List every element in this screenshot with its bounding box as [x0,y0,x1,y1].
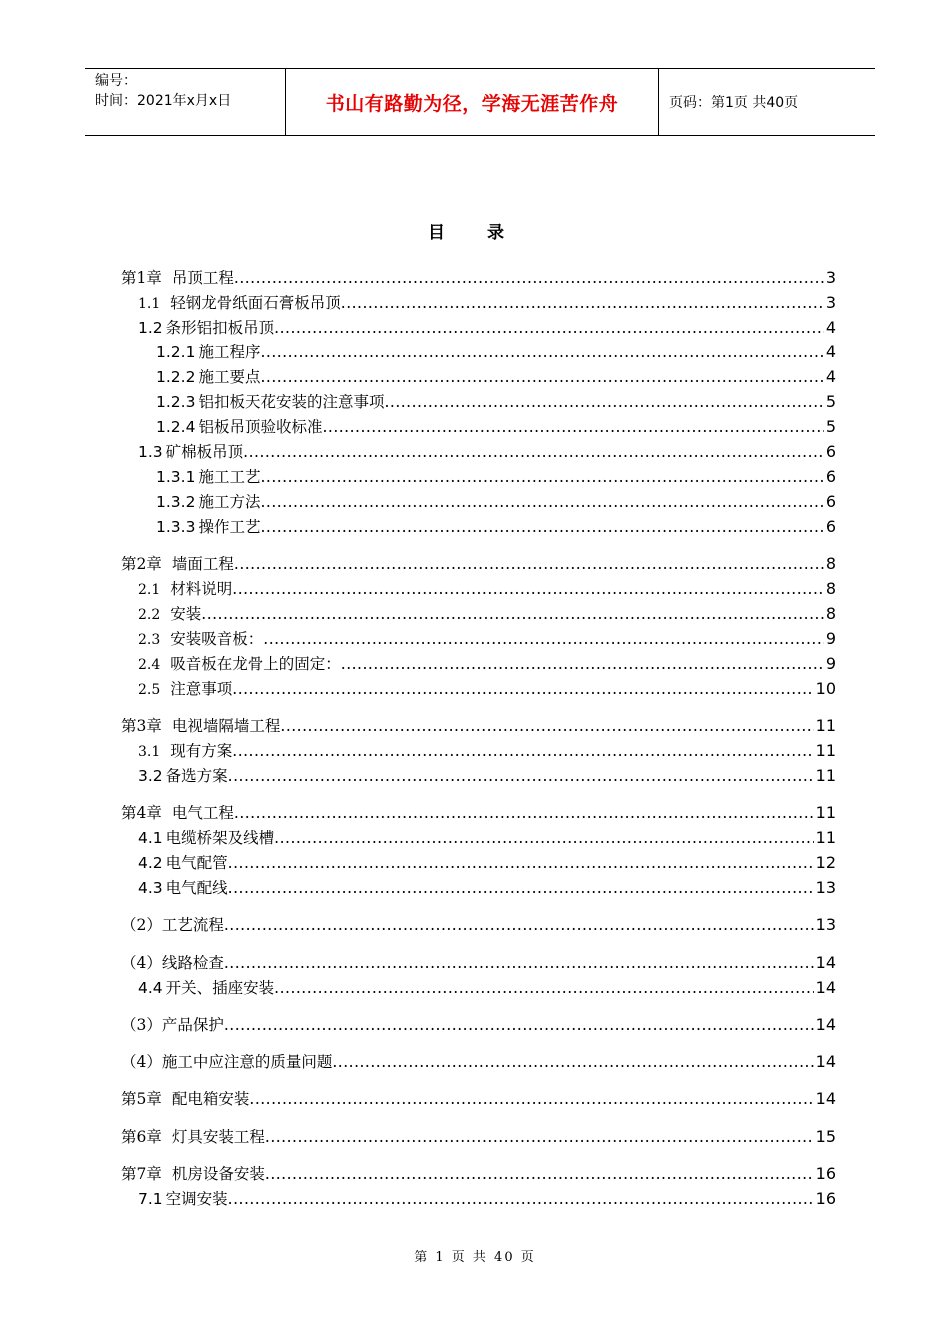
toc-entry-number: 4.3 [138,879,163,897]
toc-entry-page: 6 [825,467,836,486]
toc-entry-number: 1.2.1 [156,343,196,361]
toc-entry-number: 7.1 [138,1190,163,1208]
toc-entry-page: 16 [815,1164,836,1183]
toc-entry[interactable] [138,1187,836,1211]
toc-entry-text: 吊顶工程 [171,269,234,287]
toc-entry-text: 施工要点 [198,368,261,386]
toc-entry-page: 5 [825,417,836,436]
toc-entry-page: 14 [815,1015,836,1034]
toc-entry-text: 条形铝扣板吊顶 [165,319,275,337]
toc-entry-text: 施工程序 [198,343,261,361]
toc-entry-page: 5 [825,392,836,411]
toc-leader-dots [260,515,823,539]
toc-entry[interactable] [138,652,836,676]
toc-entry-page: 12 [815,853,836,872]
toc-entry-number: 4.4 [138,979,163,997]
toc-entry[interactable] [138,677,836,701]
toc-entry-page: 8 [825,579,836,598]
toc-entry-page: 6 [825,442,836,461]
page-header [85,68,875,136]
toc-entry-page: 8 [825,554,836,573]
toc-leader-dots [341,652,824,676]
toc-entry-text: 施工工艺 [198,468,261,486]
toc-entry[interactable] [138,876,836,900]
toc-entry-text: 配电箱安装 [171,1090,250,1108]
toc-entry[interactable] [138,440,836,464]
toc-leader-dots [234,801,814,825]
toc-entry[interactable] [121,1125,836,1149]
toc-entry[interactable] [138,316,836,340]
toc-entry[interactable] [138,826,836,850]
toc-entry[interactable] [121,1050,836,1074]
toc-entry-number: 4.2 [138,854,163,872]
toc-entry-page: 3 [825,293,836,312]
toc-entry-page: 6 [825,492,836,511]
toc-entry[interactable] [138,577,836,601]
toc-entry-number: 2.2 [138,607,161,623]
toc-entry-page: 9 [825,629,836,648]
toc-entry[interactable] [121,1087,836,1111]
toc-leader-dots [228,1187,814,1211]
toc-leader-dots [224,951,814,975]
toc-leader-dots [274,976,813,1000]
toc-entry[interactable] [121,1013,836,1037]
toc-entry-text: 操作工艺 [198,518,261,536]
toc-entry-text: 注意事项 [170,680,233,698]
toc-entry-page: 3 [825,268,836,287]
toc-leader-dots [260,340,823,364]
toc-leader-dots [234,552,824,576]
toc-leader-dots [228,876,814,900]
toc-leader-dots [384,390,823,414]
toc-entry[interactable] [156,415,836,439]
toc-leader-dots [232,739,813,763]
toc-entry-number: 第4章 [121,804,162,822]
toc-entry[interactable] [156,390,836,414]
toc-entry-text: 空调安装 [165,1190,228,1208]
toc-entry-text: 安装吸音板： [170,630,264,648]
toc-entry-page: 4 [825,318,836,337]
toc-entry-number: 1.1 [138,296,161,312]
toc-entry[interactable] [121,714,836,738]
toc-entry[interactable] [121,266,836,290]
toc-entry-text: 现有方案 [170,742,233,760]
toc-entry[interactable] [138,976,836,1000]
toc-entry-page: 11 [815,828,836,847]
toc-leader-dots [263,627,824,651]
toc-entry-text: 电气配管 [165,854,228,872]
toc-entry-page: 9 [825,654,836,673]
toc-entry-text: （3）产品保护 [121,1016,224,1034]
toc-entry-page: 6 [825,517,836,536]
toc-entry-page: 10 [815,679,836,698]
header-time-label: 时间：2021年x月x日 [95,93,232,109]
toc-leader-dots [232,677,813,701]
toc-leader-dots [265,1125,814,1149]
toc-entry-text: 施工方法 [198,493,261,511]
toc-entry-number: 2.4 [138,657,161,673]
toc-entry-page: 8 [825,604,836,623]
toc-entry-text: 电视墙隔墙工程 [171,717,281,735]
toc-entry-text: 电气配线 [165,879,228,897]
toc-entry[interactable] [138,739,836,763]
toc-entry-text: 灯具安装工程 [171,1128,265,1146]
toc-leader-dots [228,764,814,788]
toc-leader-dots [260,465,823,489]
toc-entry-text: 安装 [170,605,202,623]
toc-entry-text: 铝板吊顶验收标准 [198,418,323,436]
toc-entry[interactable] [156,515,836,539]
toc-entry-number: 3.1 [138,744,161,760]
toc-leader-dots [249,1087,813,1111]
toc-leader-dots [341,291,824,315]
toc-entry-number: 4.1 [138,829,163,847]
toc-leader-dots [260,490,823,514]
toc-entry[interactable] [156,340,836,364]
toc-leader-dots [332,1050,813,1074]
toc-leader-dots [224,913,814,937]
toc-leader-dots [274,826,813,850]
header-meta [85,69,286,135]
toc-entry-number: 1.3.3 [156,518,196,536]
toc-entry[interactable] [121,801,836,825]
toc-entry-text: 电缆桥架及线槽 [165,829,275,847]
header-page-info: 页码：第1页 共40页 [669,95,799,111]
toc-leader-dots [280,714,813,738]
toc-entry-text: （4）线路检查 [121,954,224,972]
toc-entry-number: 1.3 [138,443,163,461]
toc-entry[interactable] [121,552,836,576]
toc-leader-dots [260,365,823,389]
toc-entry[interactable] [156,365,836,389]
toc-leader-dots [232,577,824,601]
toc-entry-text: 吸音板在龙骨上的固定： [170,655,341,673]
toc-leader-dots [234,266,824,290]
toc-leader-dots [265,1162,814,1186]
toc-entry-number: 1.3.1 [156,468,196,486]
toc-entry-number: 1.2.4 [156,418,196,436]
toc-leader-dots [243,440,824,464]
toc-entry-page: 16 [815,1189,836,1208]
toc-entry-page: 15 [815,1127,836,1146]
toc-entry[interactable] [121,951,836,975]
toc-entry-number: 第5章 [121,1090,162,1108]
toc-entry[interactable] [156,465,836,489]
toc-entry[interactable] [121,1162,836,1186]
toc-entry-page: 14 [815,953,836,972]
toc-entry-page: 14 [815,978,836,997]
toc-leader-dots [224,1013,814,1037]
toc-entry-number: 第3章 [121,717,162,735]
toc-entry-text: 电气工程 [171,804,234,822]
toc-leader-dots [228,851,814,875]
toc-entry-page: 14 [815,1089,836,1108]
toc-entry-text: （4）施工中应注意的质量问题 [121,1053,333,1071]
toc-entry-page: 13 [815,915,836,934]
toc-entry-number: 第6章 [121,1128,162,1146]
toc-entry-number: 第2章 [121,555,162,573]
toc-entry[interactable] [138,764,836,788]
toc-entry-number: 1.2.2 [156,368,196,386]
toc-title: 目 录 [428,223,522,243]
toc-entry-text: 铝扣板天花安装的注意事项 [198,393,385,411]
toc-leader-dots [322,415,823,439]
toc-entry-page: 11 [815,803,836,822]
toc-entry-page: 11 [815,766,836,785]
toc-entry-number: 3.2 [138,767,163,785]
toc-entry[interactable] [138,291,836,315]
toc-entry-page: 11 [815,716,836,735]
header-motto: 书山有路勤为径，学海无涯苦作舟 [325,92,619,115]
header-motto-cell [286,69,659,135]
toc-entry-text: （2）工艺流程 [121,916,224,934]
toc-entry[interactable] [138,851,836,875]
toc-entry-text: 材料说明 [170,580,233,598]
toc-leader-dots [274,316,824,340]
toc-entry-text: 备选方案 [165,767,228,785]
toc-entry-page: 14 [815,1052,836,1071]
toc-entry-number: 2.1 [138,582,161,598]
toc-entry[interactable] [156,490,836,514]
toc-entry-page: 4 [825,367,836,386]
toc-entry-number: 1.2.3 [156,393,196,411]
toc-entry[interactable] [121,913,836,937]
toc-entry-number: 第1章 [121,269,162,287]
toc-entry-number: 第7章 [121,1165,162,1183]
toc-entry-page: 13 [815,878,836,897]
header-number-label: 编号： [95,73,137,89]
toc-entry-text: 开关、插座安装 [165,979,275,997]
toc-entry-text: 墙面工程 [171,555,234,573]
toc-entry-number: 1.2 [138,319,163,337]
toc-entry-text: 矿棉板吊顶 [165,443,244,461]
toc-entry-text: 轻钢龙骨纸面石膏板吊顶 [170,294,341,312]
toc-entry-page: 11 [815,741,836,760]
toc-entry[interactable] [138,627,836,651]
toc-leader-dots [201,602,824,626]
toc-entry-text: 机房设备安装 [171,1165,265,1183]
toc-entry-number: 1.3.2 [156,493,196,511]
page-footer: 第 1 页 共 40 页 [414,1250,536,1265]
toc-entry-page: 4 [825,342,836,361]
toc-entry-number: 2.3 [138,632,161,648]
toc-entry-number: 2.5 [138,682,161,698]
toc-entry[interactable] [138,602,836,626]
